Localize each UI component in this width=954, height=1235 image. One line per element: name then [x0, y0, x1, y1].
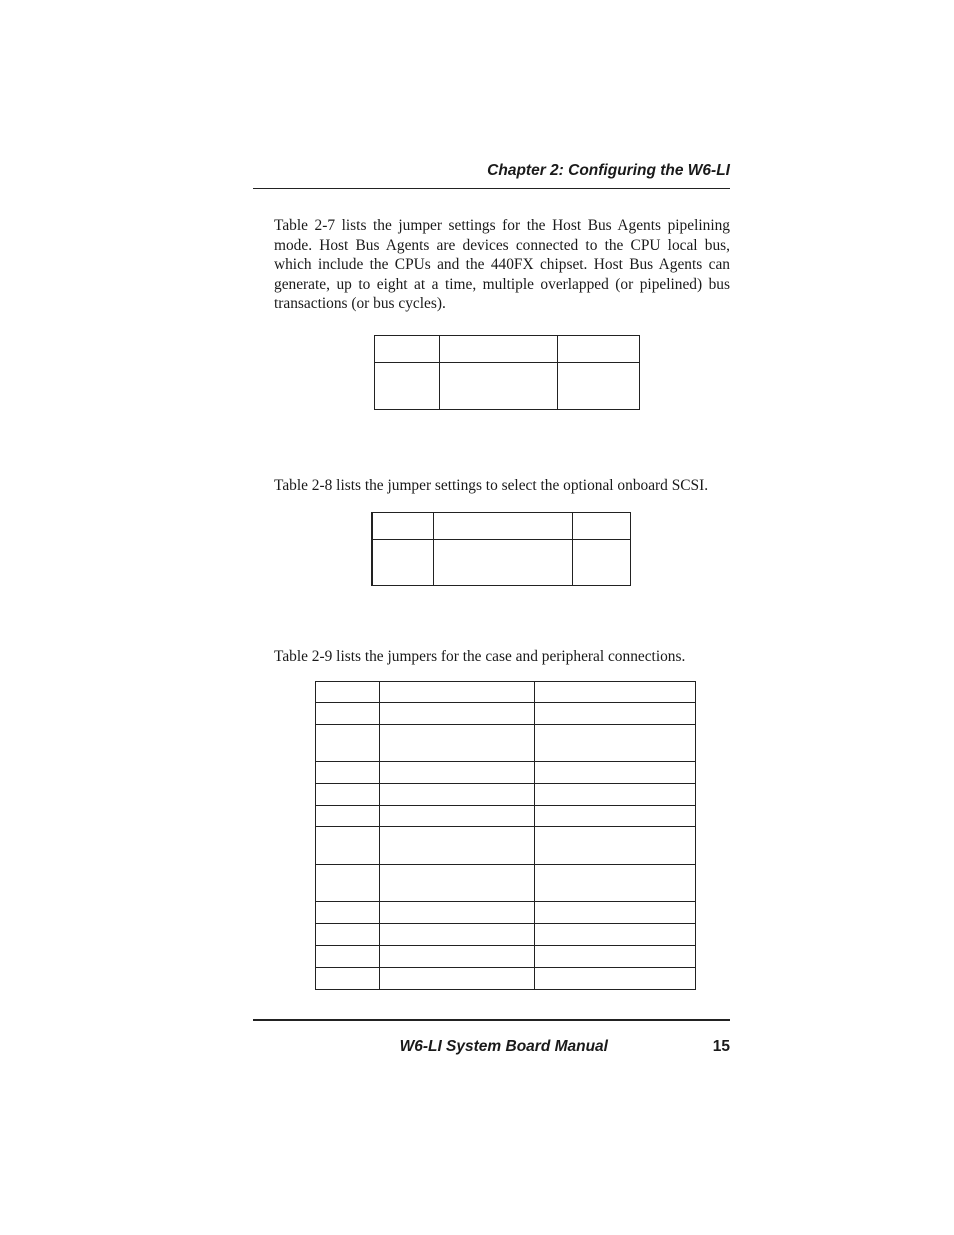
table-cell	[316, 827, 380, 865]
table-cell	[316, 946, 380, 968]
table-cell	[372, 513, 434, 540]
table-cell	[316, 762, 380, 784]
table-cell	[535, 725, 696, 762]
chapter-header: Chapter 2: Configuring the W6-LI	[487, 162, 730, 179]
header-rule	[253, 188, 730, 189]
table-cell	[316, 703, 380, 725]
table-cell	[535, 806, 696, 827]
table-cell	[558, 336, 640, 363]
table-cell	[380, 902, 535, 924]
table-cell	[316, 725, 380, 762]
table-row	[316, 827, 696, 865]
table-row	[316, 762, 696, 784]
table-row	[316, 682, 696, 703]
table-cell	[380, 946, 535, 968]
table-cell	[316, 682, 380, 703]
table-cell	[316, 784, 380, 806]
table-2-8	[371, 512, 631, 586]
table-cell	[535, 902, 696, 924]
table-cell	[316, 924, 380, 946]
footer-manual-title: W6-LI System Board Manual	[399, 1038, 608, 1055]
table-cell	[380, 806, 535, 827]
table-cell	[535, 924, 696, 946]
table-cell	[380, 924, 535, 946]
table-cell	[434, 513, 573, 540]
table-cell	[558, 363, 640, 410]
table-cell	[535, 703, 696, 725]
page-number: 15	[712, 1038, 730, 1055]
table-cell	[380, 682, 535, 703]
table-cell	[573, 540, 631, 586]
table-cell	[375, 336, 440, 363]
table-cell	[440, 363, 558, 410]
table-cell	[535, 827, 696, 865]
table-row	[316, 924, 696, 946]
table-cell	[440, 336, 558, 363]
table-row	[375, 363, 640, 410]
table-row	[316, 946, 696, 968]
table-cell	[380, 827, 535, 865]
table-row	[316, 902, 696, 924]
table-cell	[316, 806, 380, 827]
table-row	[316, 806, 696, 827]
table-cell	[380, 968, 535, 990]
table-cell	[375, 363, 440, 410]
table-cell	[372, 540, 434, 586]
table-cell	[316, 902, 380, 924]
table-cell	[434, 540, 573, 586]
table-row	[316, 784, 696, 806]
paragraph-table-2-9-intro: Table 2-9 lists the jumpers for the case and peripheral connections.	[274, 648, 686, 665]
table-row	[375, 336, 640, 363]
table-2-7	[374, 335, 640, 410]
table-row	[372, 513, 631, 540]
table-cell	[535, 946, 696, 968]
table-cell	[535, 968, 696, 990]
table-cell	[380, 865, 535, 902]
paragraph-table-2-7-intro: Table 2-7 lists the jumper settings for the Host Bus Agents pipelining mode. Host Bus Agents are devices connected to the CPU local bus, which include the CPUs and the 440FX chipset. Host Bus Agents can generate, up to eight at a time, multiple overlapped (or pipelined) bus transactions (or bus cycles).	[274, 217, 730, 312]
table-cell	[380, 784, 535, 806]
footer-rule	[253, 1019, 730, 1021]
table-cell	[380, 762, 535, 784]
table-2-9	[315, 681, 696, 990]
table-row	[316, 725, 696, 762]
table-cell	[380, 703, 535, 725]
table-cell	[316, 865, 380, 902]
table-row	[372, 540, 631, 586]
table-cell	[535, 682, 696, 703]
table-cell	[535, 762, 696, 784]
table-cell	[573, 513, 631, 540]
table-cell	[535, 784, 696, 806]
table-cell	[380, 725, 535, 762]
table-cell	[316, 968, 380, 990]
table-row	[316, 703, 696, 725]
table-row	[316, 865, 696, 902]
table-cell	[535, 865, 696, 902]
table-row	[316, 968, 696, 990]
paragraph-table-2-8-intro: Table 2-8 lists the jumper settings to select the optional onboard SCSI.	[274, 477, 709, 494]
